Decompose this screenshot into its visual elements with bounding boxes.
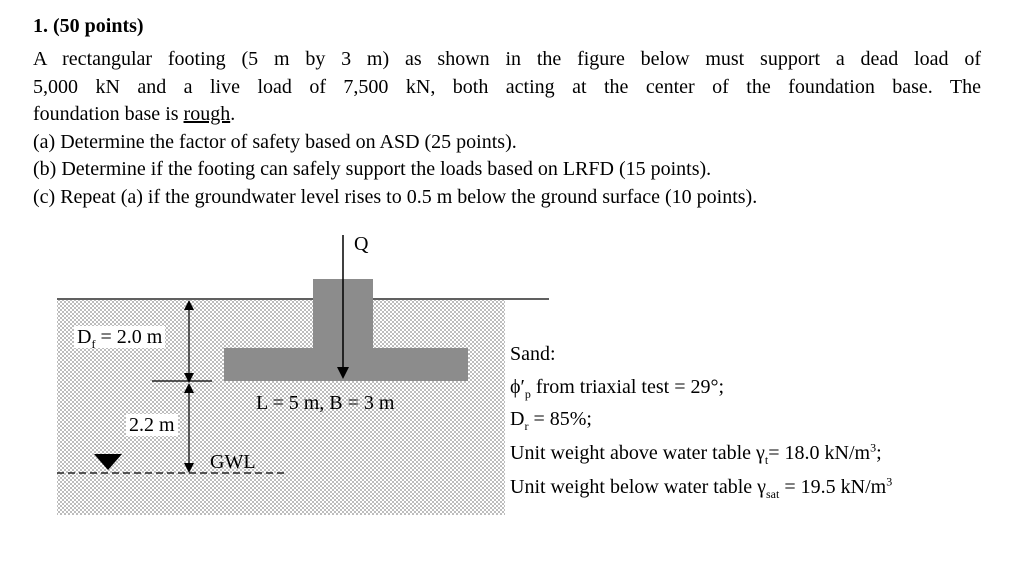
dr-symbol: D [510,408,525,430]
soil-friction-angle [510,375,724,399]
gamma-above-prefix: Unit weight above water table γ [510,442,765,464]
statement-line-3-prefix: foundation base is [33,103,184,125]
gamma-above-superscript: 3 [870,440,877,455]
load-label: Q [354,233,369,255]
gamma-below-subscript: sat [766,487,780,501]
problem-heading: 1. (50 points) [33,15,144,37]
part-b: (b) Determine if the footing can safely support the loads based on LRFD (15 points). [33,158,712,180]
df-value: = 2.0 m [95,326,163,348]
soil-relative-density [510,407,592,431]
df-label [74,326,165,351]
footing-base [224,348,468,381]
dr-subscript: r [524,419,529,433]
gamma-above-value: = 18.0 kN/m [768,442,871,464]
soil-unit-weight-above [510,441,882,465]
phi-subscript: p [524,387,531,401]
gamma-below-value: = 19.5 kN/m [779,476,887,498]
gamma-above-subscript: t [764,453,769,467]
part-a: (a) Determine the factor of safety based on ASD (25 points). [33,131,517,153]
df-subscript: f [91,337,96,351]
gamma-below-prefix: Unit weight below water table γ [510,476,766,498]
phi-symbol: ϕ′ [510,376,525,398]
dimensions-label: L = 5 m, B = 3 m [256,392,395,414]
soil-unit-weight-below [510,475,892,499]
problem-statement-line-2: 5,000 kN and a live load of 7,500 kN, both acting at the center of the foundation base. The [33,76,981,98]
problem-statement-line-1: A rectangular footing (5 m by 3 m) as shown in the figure below must support a dead load of [33,48,981,70]
depth-label: 2.2 m [126,414,178,436]
problem-statement-line-3 [33,102,235,126]
underlined-word-rough: rough [183,103,231,125]
soil-title: Sand: [510,343,556,365]
gwl-label: GWL [210,451,256,473]
phi-text: from triaxial test = 29°; [530,376,725,398]
dr-text: = 85%; [528,408,592,430]
gamma-below-superscript: 3 [886,474,893,489]
df-symbol: D [77,326,92,348]
gamma-above-end: ; [876,442,882,464]
part-c: (c) Repeat (a) if the groundwater level rises to 0.5 m below the ground surface (10 points). [33,186,758,208]
statement-line-3-suffix: . [230,103,236,125]
